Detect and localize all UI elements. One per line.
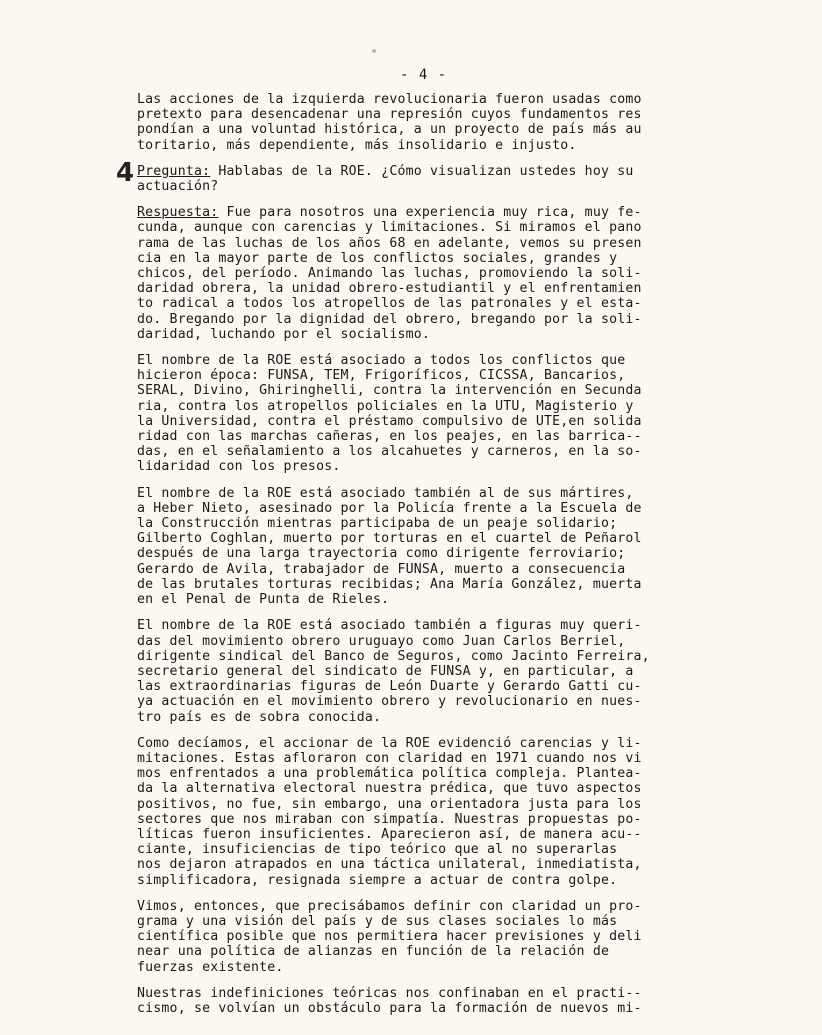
paragraph-theory: Nuestras indefiniciones teóricas nos confinaban en el practi-- cismo, se volvían un obstáculo para la formación de nuevos mi- <box>137 985 642 1016</box>
paragraph-answer <box>137 205 707 342</box>
paragraph-martyrs: El nombre de la ROE está asociado también al de sus mártires, a Heber Nieto, asesinado por la Policía frente a la Escuela de la Construcción mientras participaba de un peaje solidario; Gilberto Coghlan, muerto por torturas en el cuartel de Peñarol después de una larga trayectoria como dirigente ferroviario; Gerardo de Avila, trabajador de FUNSA, muerto a consecuencia de las brutales torturas recibidas; Ana María González, muerta en el Penal de Punta de Rieles. <box>137 485 642 608</box>
paragraph-program: Vimos, entonces, que precisábamos definir con claridad un pro- grama y una visión del país y de sus clases sociales lo más científica posible que nos permitiera hacer previsiones y deli near una política de alianzas en función de la relación de fuerzas existente. <box>137 898 642 975</box>
page-number: - 4 - <box>400 67 448 83</box>
paragraph-limitations: Como decíamos, el accionar de la ROE evidenció carencias y li- mitaciones. Estas afloraron con claridad en 1971 cuando nos vi mos enfrentados a una problemática política compleja. Plantea- da la alternativa electoral nuestra prédica, que tuvo aspectos positivos, no fue, sin embargo, una orientadora justa para los sectores que nos miraban con simpatía. Nuestras propuestas po- líticas fueron insuficientes. Aparecieron así, de manera acu-- ciante, insuficiencias de tipo teórico que al no superarlas nos dejaron atrapados en una táctica unilateral, inmediatista, simplificadora, resignada siempre a actuar de contra golpe. <box>137 735 642 888</box>
question-text: Hablabas de la ROE. ¿Cómo visualizan ustedes hoy su actuación? <box>137 163 634 195</box>
paragraph-figures: El nombre de la ROE está asociado también a figuras muy queri- das del movimiento obrero uruguayo como Juan Carlos Berriel, dirigente sindical del Banco de Seguros, como Jacinto Ferreira, secretario general del sindicato de FUNSA y, en particular, a las extraordinarias figuras de León Duarte y Gerardo Gatti cu- ya actuación en el movimiento obrero y revolucionario en nues- tro país es de sobra conocida. <box>137 618 650 725</box>
answer-text: Fue para nosotros una experiencia muy rica, muy fe- cunda, aunque con carencias y limitaciones. Si miramos el pano rama de las luchas de los años 68 en adelante, vemos su presen cia en la mayor parte de los conflictos sociales, grandes y chicos, del período. Animando las luchas, promoviendo la soli- daridad obrera, la unidad obrero-estudiantil y el enfrentamien to radical a todos los atropellos de las patronales y el esta- do. Bregando por la dignidad del obrero, bregando por la soli- daridad, luchando por el socialismo. <box>137 205 642 342</box>
paragraph-intro: Las acciones de la izquierda revolucionaria fueron usadas como pretexto para desencadenar una represión cuyos fundamentos res pondían a una voluntad histórica, a un proyecto de país más au toritario, más dependiente, más insolidario e injusto. <box>137 92 642 153</box>
document-body <box>137 92 707 1025</box>
answer-label: Respuesta: <box>137 205 219 221</box>
paragraph-question <box>137 164 707 194</box>
question-label: Pregunta: <box>137 163 211 179</box>
paper-spot <box>372 49 376 53</box>
margin-annotation: 4 <box>116 158 135 188</box>
paragraph-conflicts: El nombre de la ROE está asociado a todos los conflictos que hicieron época: FUNSA, TEM, Frigoríficos, CICSSA, Bancarios, SERAL, Divino, Ghiringhelli, contra la intervención en Secunda ria, contra los atropellos policiales en la UTU, Magisterio y la Universidad, contra el préstamo compulsivo de UTE,en solida ridad con las marchas cañeras, en los peajes, en las barrica-- das, en el señalamiento a los alcahuetes y carneros, en la so- lidaridad con los presos. <box>137 353 642 475</box>
